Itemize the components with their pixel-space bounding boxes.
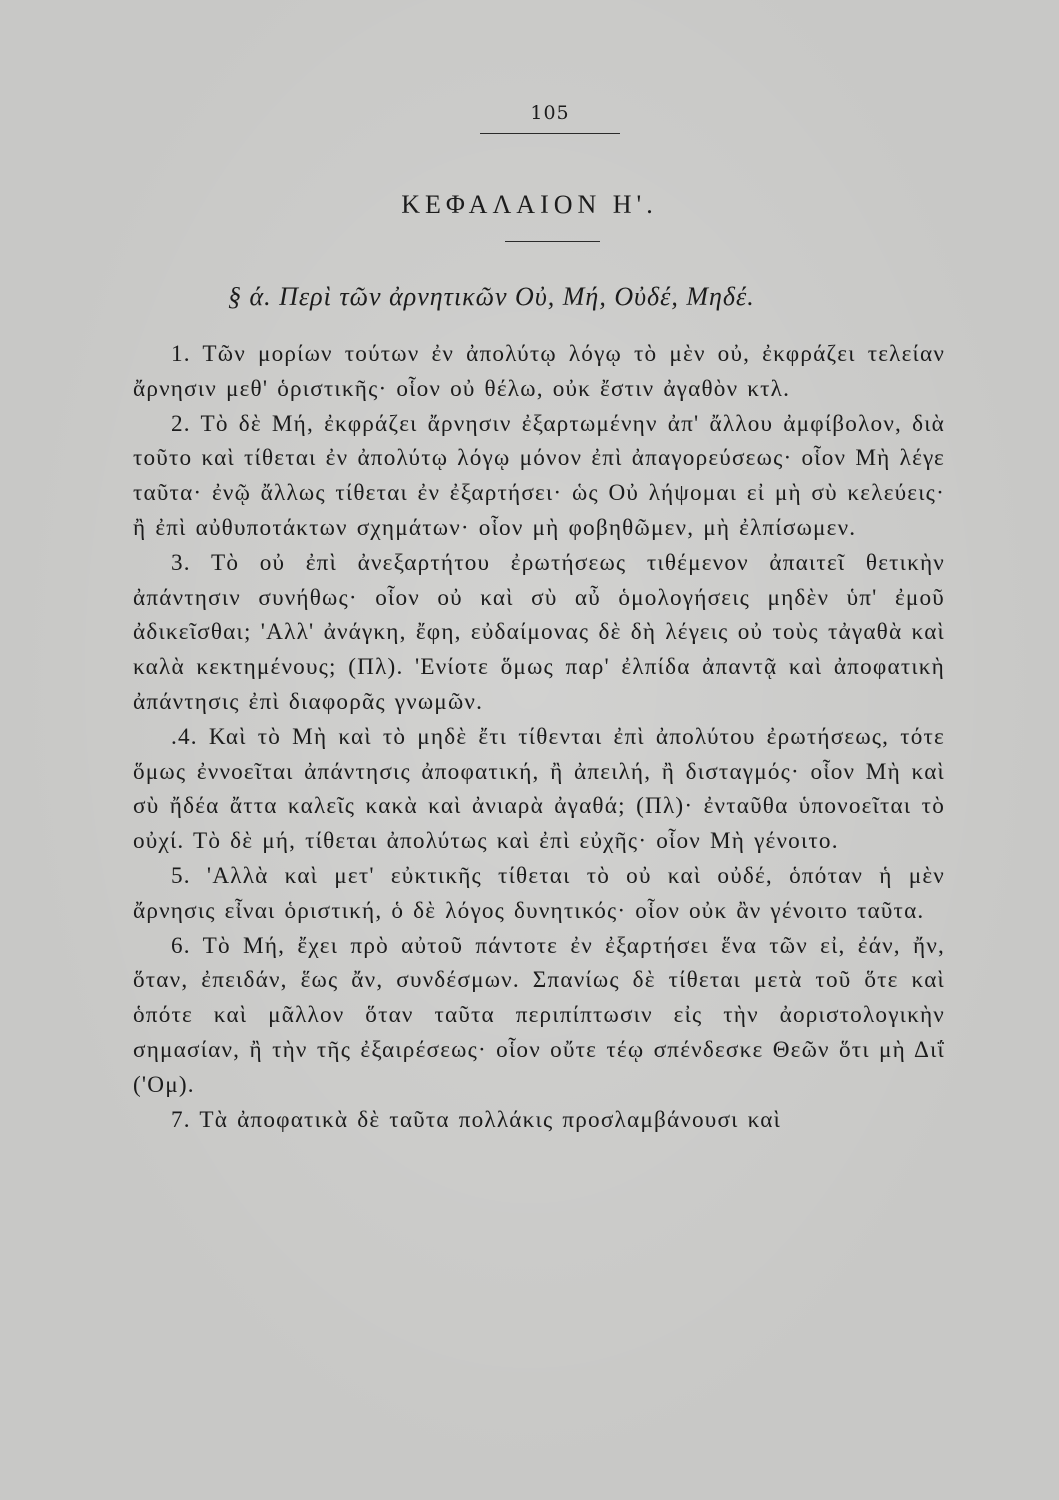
paragraph-4: .4. Καὶ τὸ Μὴ καὶ τὸ μηδὲ ἔτι τίθενται ἐπὶ ἀπολύτου ἐρωτήσεως, τότε ὅμως ἐννοεῖται ἀπάντησις ἀποφατική, ἢ ἀπειλή, ἢ δισταγμός· οἷον Μὴ καὶ σὺ ἤδέα ἄττα καλεῖς κακὰ καὶ ἀνιαρὰ ἀγαθά; (Πλ)· ἐνταῦθα ὑπονοεῖται τὸ οὐχί. Τὸ δὲ μή, τίθεται ἀπολύτως καὶ ἐπὶ εὐχῆς· οἷον Μὴ γένοιτο. [133, 723, 945, 855]
paragraph-1: 1. Τῶν μορίων τούτων ἐν ἀπολύτῳ λόγῳ τὸ μὲν οὐ, ἐκφράζει τελείαν ἄρνησιν μεθ' ὁριστικῆς· οἷον οὐ θέλω, οὐκ ἔστιν ἀγαθὸν κτλ. [133, 341, 945, 402]
paragraph-3: 3. Τὸ οὐ ἐπὶ ἀνεξαρτήτου ἐρωτήσεως τιθέμενον ἀπαιτεῖ θετικὴν ἀπάντησιν συνήθως· οἷον οὐ καὶ σὺ αὖ ὁμολογήσεις μηδὲν ὑπ' ἐμοῦ ἀδικεῖσθαι; 'Αλλ' ἀνάγκη, ἔφη, εὐδαίμονας δὲ δὴ λέγεις οὐ τοὺς τἀγαθὰ καὶ καλὰ κεκτημένους; (Πλ). 'Ενίοτε ὅμως παρ' ἐλπίδα ἀπαντᾷ καὶ ἀποφατικὴ ἀπάντησις ἐπὶ διαφορᾶς γνωμῶν. [133, 549, 945, 715]
section-heading: § ά. Περὶ τῶν ἀρνητικῶν Οὐ, Μή, Οὐδέ, Μηδέ. [228, 282, 755, 311]
header-rule [480, 133, 620, 134]
paragraph-5: 5. 'Αλλὰ καὶ μετ' εὐκτικῆς τίθεται τὸ οὐ καὶ οὐδέ, ὁπόταν ἡ μὲν ἄρνησις εἶναι ὁριστική, ὁ δὲ λόγος δυνητικός· οἷον οὐκ ἂν γένοιτο ταῦτα. [133, 862, 945, 924]
paragraph-7: 7. Τὰ ἀποφατικὰ δὲ ταῦτα πολλάκις προσλαμβάνουσι καὶ [171, 1106, 782, 1133]
body-text [133, 337, 945, 1137]
paragraph-2: 2. Τὸ δὲ Μή, ἐκφράζει ἄρνησιν ἐξαρτωμένην ἀπ' ἄλλου ἀμφίβολον, διὰ τοῦτο καὶ τίθεται ἐν ἀπολύτῳ λόγῳ μόνον ἐπὶ ἀπαγορεύσεως· οἷον Μὴ λέγε ταῦτα· ἐνῷ ἄλλως τίθεται ἐν ἐξαρτήσει· ὡς Οὐ λήψομαι εἰ μὴ σὺ κελεύεις· ἢ ἐπὶ αὐθυποτάκτων σχημάτων· οἷον μὴ φοβηθῶμεν, μὴ ἐλπίσωμεν. [133, 410, 945, 541]
chapter-title: ΚΕΦΑΛΑΙΟΝ Η'. [401, 190, 658, 219]
chapter-rule [505, 241, 600, 242]
paragraph-6: 6. Τὸ Μή, ἔχει πρὸ αὐτοῦ πάντοτε ἐν ἐξαρτήσει ἕνα τῶν εἰ, ἐάν, ἤν, ὅταν, ἐπειδάν, ἕως ἄν, συνδέσμων. Σπανίως δὲ τίθεται μετὰ τοῦ ὅτε καὶ ὁπότε καὶ μᾶλλον ὅταν ταῦτα περιπίπτωσιν εἰς τὴν ἀοριστολογικὴν σημασίαν, ἢ τὴν τῆς ἐξαιρέσεως· οἷον οὔτε τέῳ σπένδεσκε Θεῶν ὅτι μὴ Διΐ ('Ομ). [133, 932, 945, 1098]
page-number: 105 [530, 102, 570, 124]
